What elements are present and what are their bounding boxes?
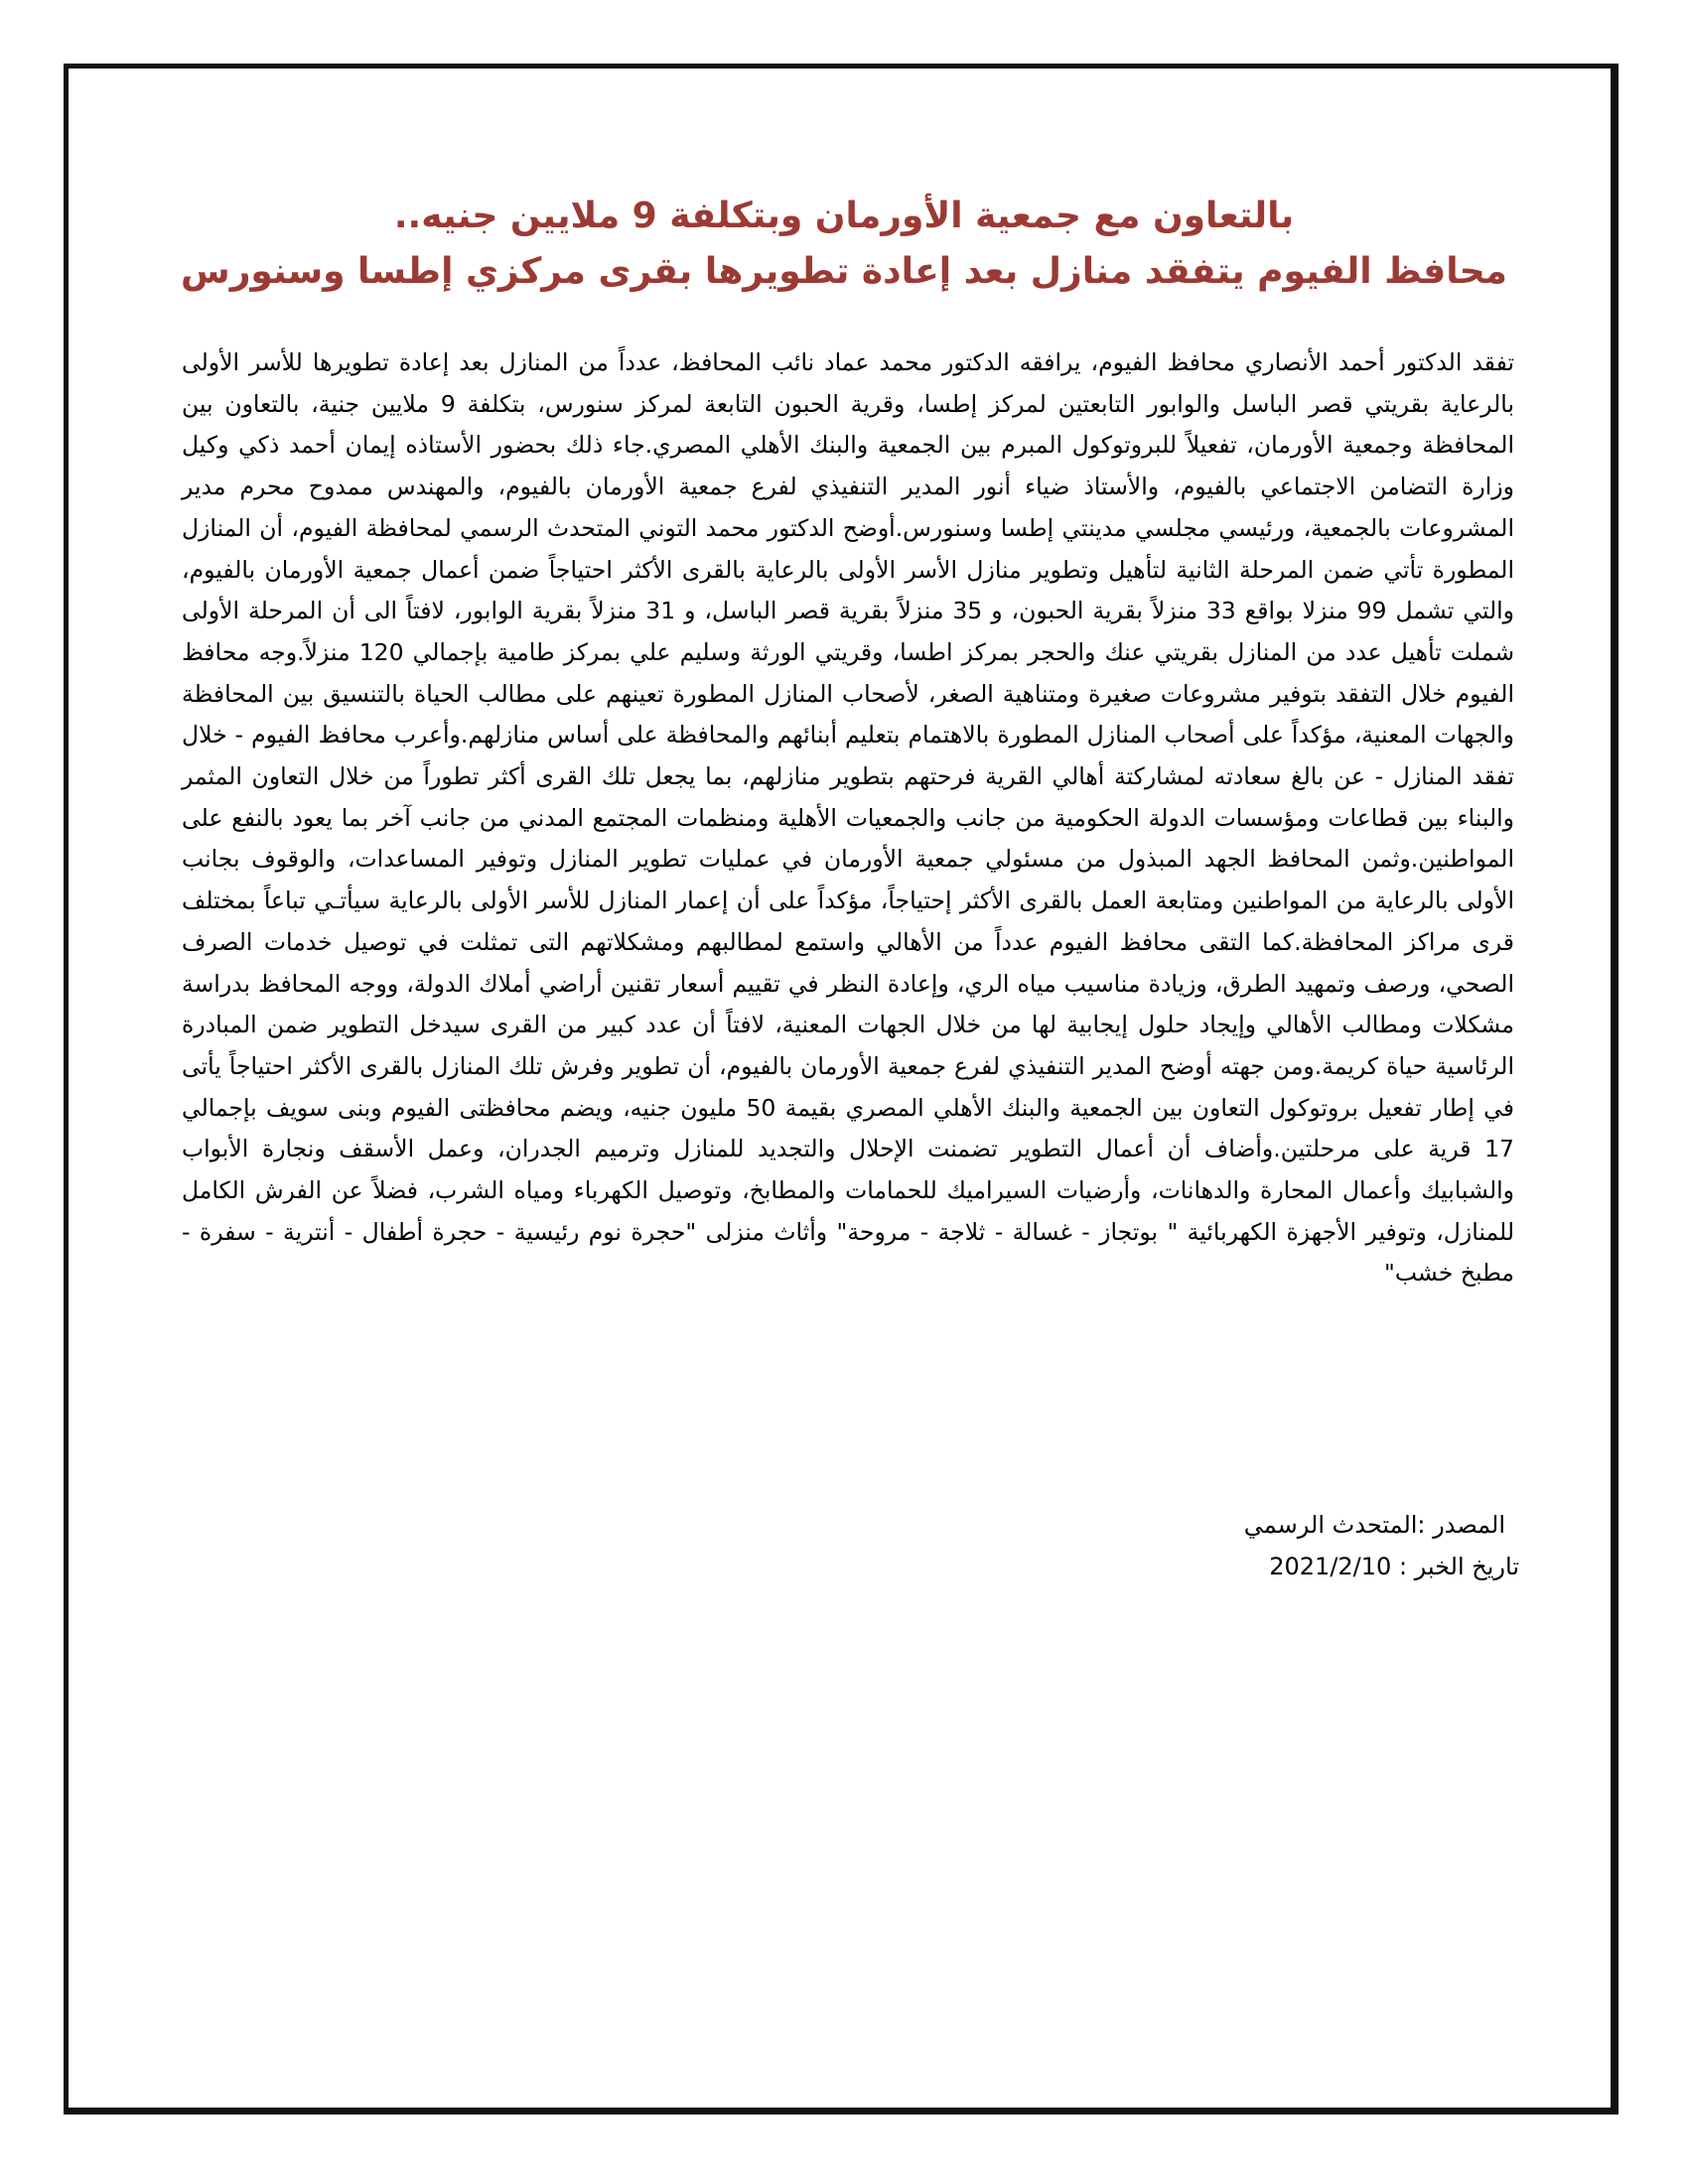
article-footer: [1132, 1504, 1519, 1587]
date-value: 2021/2/10: [1269, 1553, 1392, 1580]
headline-line-1: بالتعاون مع جمعية الأورمان وبتكلفة 9 ملايين جنيه..: [393, 196, 1295, 236]
article-headline: [129, 189, 1559, 300]
date-line: [1132, 1546, 1519, 1587]
source-line: المصدر :المتحدث الرسمي: [1243, 1511, 1505, 1539]
date-label: تاريخ الخبر :: [1398, 1553, 1519, 1580]
article-body: تفقد الدكتور أحمد الأنصاري محافظ الفيوم، يرافقه الدكتور محمد عماد نائب المحافظ، عدداً من المنازل بعد إعادة تطويرها للأسر الأولى بالرعاية بقريتي قصر الباسل والوابور التابعتين لمركز إطسا، وقرية الحبون التابعة لمركز سنورس، بتكلفة 9 ملايين جنية، بالتعاون بين المحافظة وجمعية الأورمان، تفعيلاً للبروتوكول المبرم بين الجمعية والبنك الأهلي المصري.جاء ذلك بحضور الأستاذه إيمان أحمد ذكي وكيل وزارة التضامن الاجتماعي بالفيوم، والأستاذ ضياء أنور المدير التنفيذي لفرع جمعية الأورمان بالفيوم، والمهندس ممدوح محرم مدير المشروعات بالجمعية، ورئيسي مجلسي مدينتي إطسا وسنورس.أوضح الدكتور محمد التوني المتحدث الرسمي لمحافظة الفيوم، أن المنازل المطورة تأتي ضمن المرحلة الثانية لتأهيل وتطوير منازل الأسر الأولى بالرعاية بالقرى الأكثر احتياجاً ضمن أعمال جمعية الأورمان بالفيوم، والتي تشمل 99 منزلا بواقع 33 منزلاً بقرية الحبون، و 35 منزلاً بقرية قصر الباسل، و 31 منزلاً بقرية الوابور، لافتاً الى أن المرحلة الأولى شملت تأهيل عدد من المنازل بقريتي عنك والحجر بمركز اطسا، وقريتي الورثة وسليم علي بمركز طامية بإجمالي 120 منزلاً.وجه محافظ الفيوم خلال التفقد بتوفير مشروعات صغيرة ومتناهية الصغر، لأصحاب المنازل المطورة تعينهم على مطالب الحياة بالتنسيق بين المحافظة والجهات المعنية، مؤكداً على أصحاب المنازل المطورة بالاهتمام بتعليم أبنائهم والمحافظة على أساس منازلهم.وأعرب محافظ الفيوم - خلال تفقد المنازل - عن بالغ سعادته لمشاركتة أهالي القرية فرحتهم بتطوير منازلهم، بما يجعل تلك القرى أكثر تطوراً من خلال التعاون المثمر والبناء بين قطاعات ومؤسسات الدولة الحكومية من جانب والجمعيات الأهلية ومنظمات المجتمع المدني من جانب آخر بما يعود بالنفع على المواطنين.وثمن المحافظ الجهد المبذول من مسئولي جمعية الأورمان في عمليات تطوير المنازل وتوفير المساعدات، والوقوف بجانب الأولى بالرعاية من المواطنين ومتابعة العمل بالقرى الأكثر إحتياجاً، مؤكداً على أن إعمار المنازل للأسر الأولى بالرعاية سيأتـي تباعاً بمختلف قرى مراكز المحافظة.كما التقى محافظ الفيوم عدداً من الأهالي واستمع لمطالبهم ومشكلاتهم التى تمثلت في توصيل خدمات الصرف الصحي، ورصف وتمهيد الطرق، وزيادة مناسيب مياه الري، وإعادة النظر في تقييم أسعار تقنين أراضي أملاك الدولة، ووجه المحافظ بدراسة مشكلات ومطالب الأهالي وإيجاد حلول إيجابية لها من خلال الجهات المعنية، لافتاً أن عدد كبير من القرى سيدخل التطوير ضمن المبادرة الرئاسية حياة كريمة.ومن جهته أوضح المدير التنفيذي لفرع جمعية الأورمان بالفيوم، أن تطوير وفرش تلك المنازل بالقرى الأكثر احتياجاً يأتى في إطار تفعيل بروتوكول التعاون بين الجمعية والبنك الأهلي المصري بقيمة 50 مليون جنيه، ويضم محافظتى الفيوم وبنى سويف بإجمالي 17 قرية على مرحلتين.وأضاف أن أعمال التطوير تضمنت الإحلال والتجديد للمنازل وترميم الجدران، وعمل الأسقف ونجارة الأبواب والشبابيك وأعمال المحارة والدهانات، وأرضيات السيراميك للحمامات والمطابخ، وتوصيل الكهرباء ومياه الشرب، فضلاً عن الفرش الكامل للمنازل، وتوفير الأجهزة الكهربائية " بوتجاز - غسالة - ثلاجة - مروحة" وأثاث منزلى "حجرة نوم رئيسية - حجرة أطفال - أنترية - سفرة - مطبخ خشب": [182, 348, 1515, 1288]
headline-line-2: محافظ الفيوم يتفقد منازل بعد إعادة تطويرها بقرى مركزي إطسا وسنورس: [181, 251, 1507, 292]
